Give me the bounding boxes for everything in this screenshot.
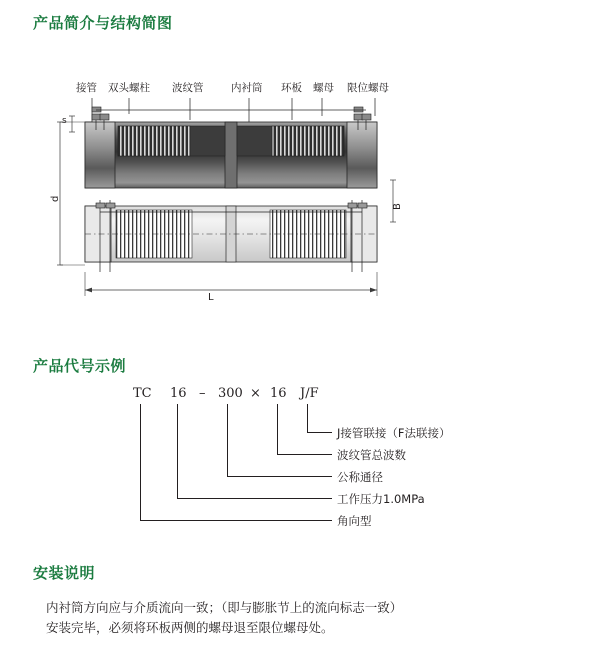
code-desc-nominal-diameter: 公称通径: [337, 470, 383, 484]
code-token-16-waves: 16: [270, 386, 287, 401]
code-token-tc: TC: [133, 386, 152, 401]
section-heading-code: 产品代号示例: [33, 357, 127, 375]
code-desc-wave-count: 波纹管总波数: [337, 448, 406, 462]
code-desc-type: 角向型: [337, 514, 372, 528]
callout-label-shuangtou-luozhu: 双头螺柱: [108, 82, 150, 94]
dimension-label-s: s: [62, 116, 67, 126]
leader-line-jf: [307, 404, 308, 432]
leader-line-dn: [227, 404, 228, 476]
install-note-2: 安装完毕，必须将环板两侧的螺母退至限位螺母处。: [46, 620, 334, 635]
code-token-16-pressure: 16: [170, 386, 187, 401]
install-notes: [46, 598, 566, 638]
callout-label-huanban: 环板: [281, 82, 302, 94]
leader-line-pressure: [177, 404, 178, 498]
dimension-label-B: B: [392, 203, 403, 210]
section-heading-intro: 产品简介与结构简图: [33, 14, 173, 32]
leader-run-waves: [277, 454, 332, 455]
structure-diagram-svg: [0, 60, 600, 350]
callout-label-xianwei-luomu: 限位螺母: [347, 82, 389, 94]
code-token-jf: J/F: [300, 386, 319, 401]
leader-run-pressure: [177, 498, 332, 499]
leader-run-jf: [307, 432, 332, 433]
leader-run-type: [140, 520, 332, 521]
code-desc-working-pressure: 工作压力1.0MPa: [337, 492, 425, 506]
callout-label-neichentong: 内衬筒: [231, 82, 263, 94]
callout-label-jieguan: 接管: [76, 82, 97, 94]
code-desc-connection: J接管联接（F法联接）: [337, 426, 451, 440]
leader-line-waves: [277, 404, 278, 454]
product-code-diagram: [0, 380, 600, 545]
code-token-dash: –: [199, 386, 206, 401]
dimension-label-d: d: [50, 195, 61, 202]
callout-label-luomu: 螺母: [313, 82, 334, 94]
dimension-label-L: L: [208, 292, 214, 303]
structure-diagram: [0, 60, 600, 350]
install-note-1: 内衬筒方向应与介质流向一致；（即与膨胀节上的流向标志一致）: [46, 600, 403, 615]
leader-line-type: [140, 404, 141, 520]
code-token-times: ×: [250, 386, 261, 401]
leader-run-dn: [227, 476, 332, 477]
callout-label-bowenguan: 波纹管: [172, 82, 204, 94]
section-heading-install: 安装说明: [33, 564, 96, 582]
code-token-300: 300: [218, 386, 243, 401]
